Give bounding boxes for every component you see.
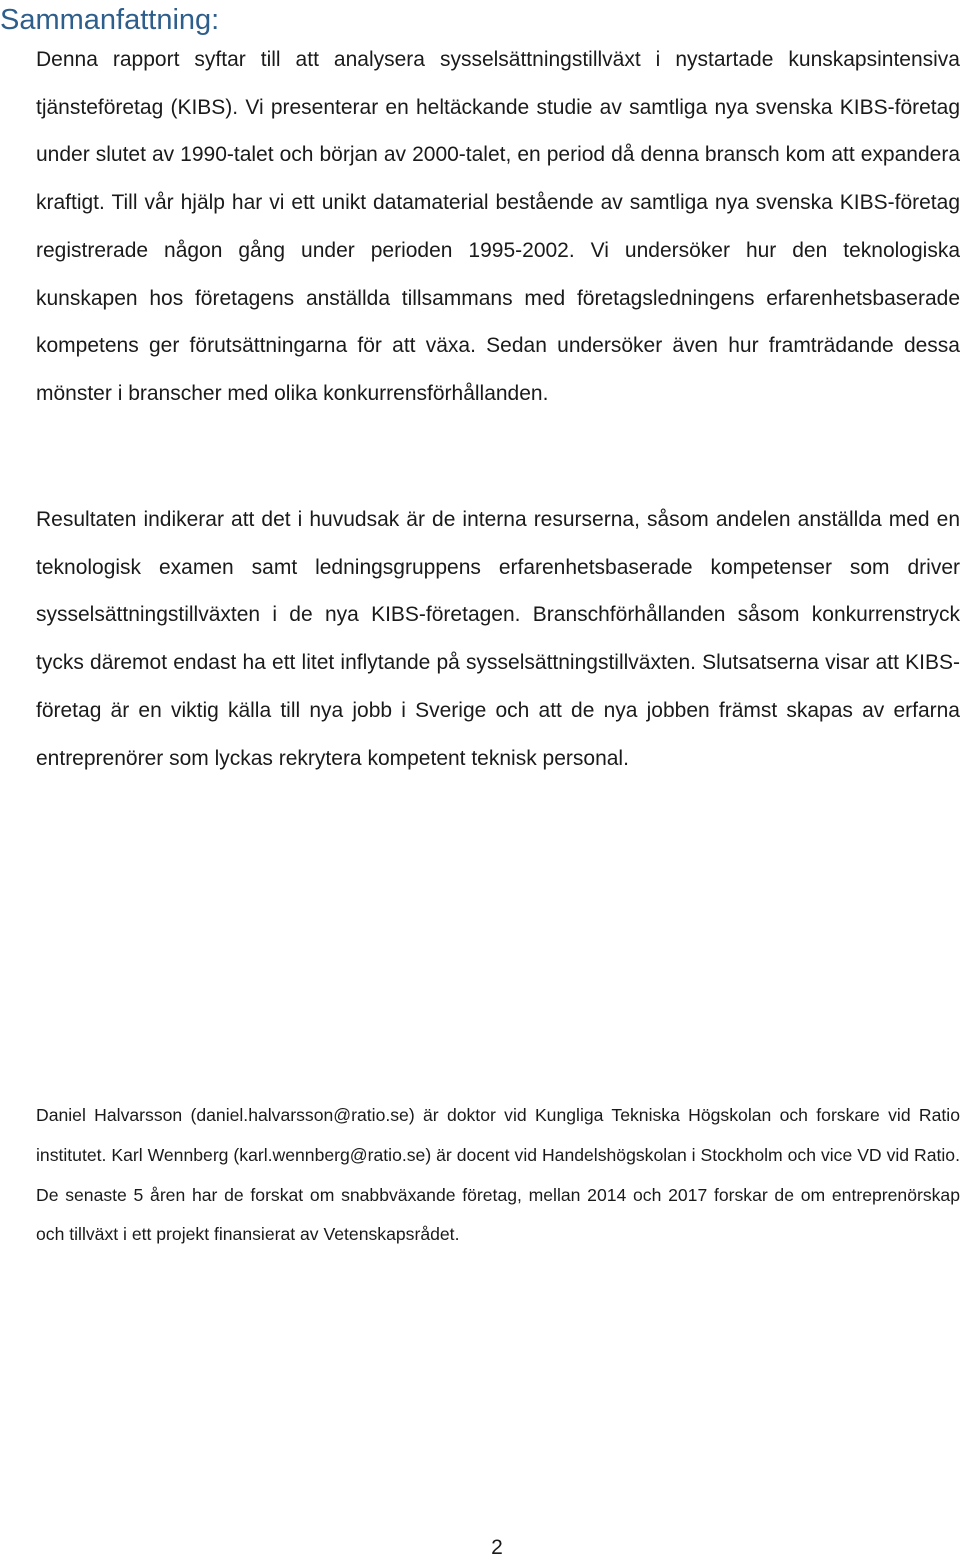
section-heading: Sammanfattning: — [0, 4, 220, 36]
summary-paragraph-1: Denna rapport syftar till att analysera sysselsättningstillväxt i nystartade kunskapsintensiva tjänsteföretag (KIBS). Vi presenterar en heltäckande studie av samtliga nya svenska KIBS-företag under slutet av 1990-talet och början av 2000-talet, en period då denna bransch kom att expandera kraftigt. Till vår hjälp har vi ett unikt datamaterial bestående av samtliga nya svenska KIBS-företag registrerade någon gång under perioden 1995-2002. Vi undersöker hur den teknologiska kunskapen hos företagens anställda tillsammans med företagsledningens erfarenhetsbaserade kompetens ger förutsättningarna för att växa. Sedan undersöker även hur framträdande dessa mönster i branscher med olika konkurrensförhållanden. — [36, 48, 960, 405]
summary-paragraph-2: Resultaten indikerar att det i huvudsak är de interna resurserna, såsom andelen anställda med en teknologisk examen samt ledningsgruppens erfarenhetsbaserade kompetenser som driver sysselsättningstillväxten i de nya KIBS-företagen. Branschförhållanden såsom konkurrenstryck tycks däremot endast ha ett litet inflytande på sysselsättningstillväxten. Slutsatserna visar att KIBS-företag är en viktig källa till nya jobb i Sverige och att de nya jobben främst skapas av erfarna entreprenörer som lyckas rekrytera kompetent teknisk personal. — [36, 508, 960, 770]
page-number: 2 — [491, 1536, 503, 1559]
authors-note: Daniel Halvarsson (daniel.halvarsson@ratio.se) är doktor vid Kungliga Tekniska Högskolan och forskare vid Ratio institutet. Karl Wennberg (karl.wennberg@ratio.se) är docent vid Handelshögskolan i Stockholm och vice VD vid Ratio. De senaste 5 åren har de forskat om snabbväxande företag, mellan 2014 och 2017 forskar de om entreprenörskap och tillväxt i ett projekt finansierat av Vetenskapsrådet. — [36, 1105, 960, 1245]
